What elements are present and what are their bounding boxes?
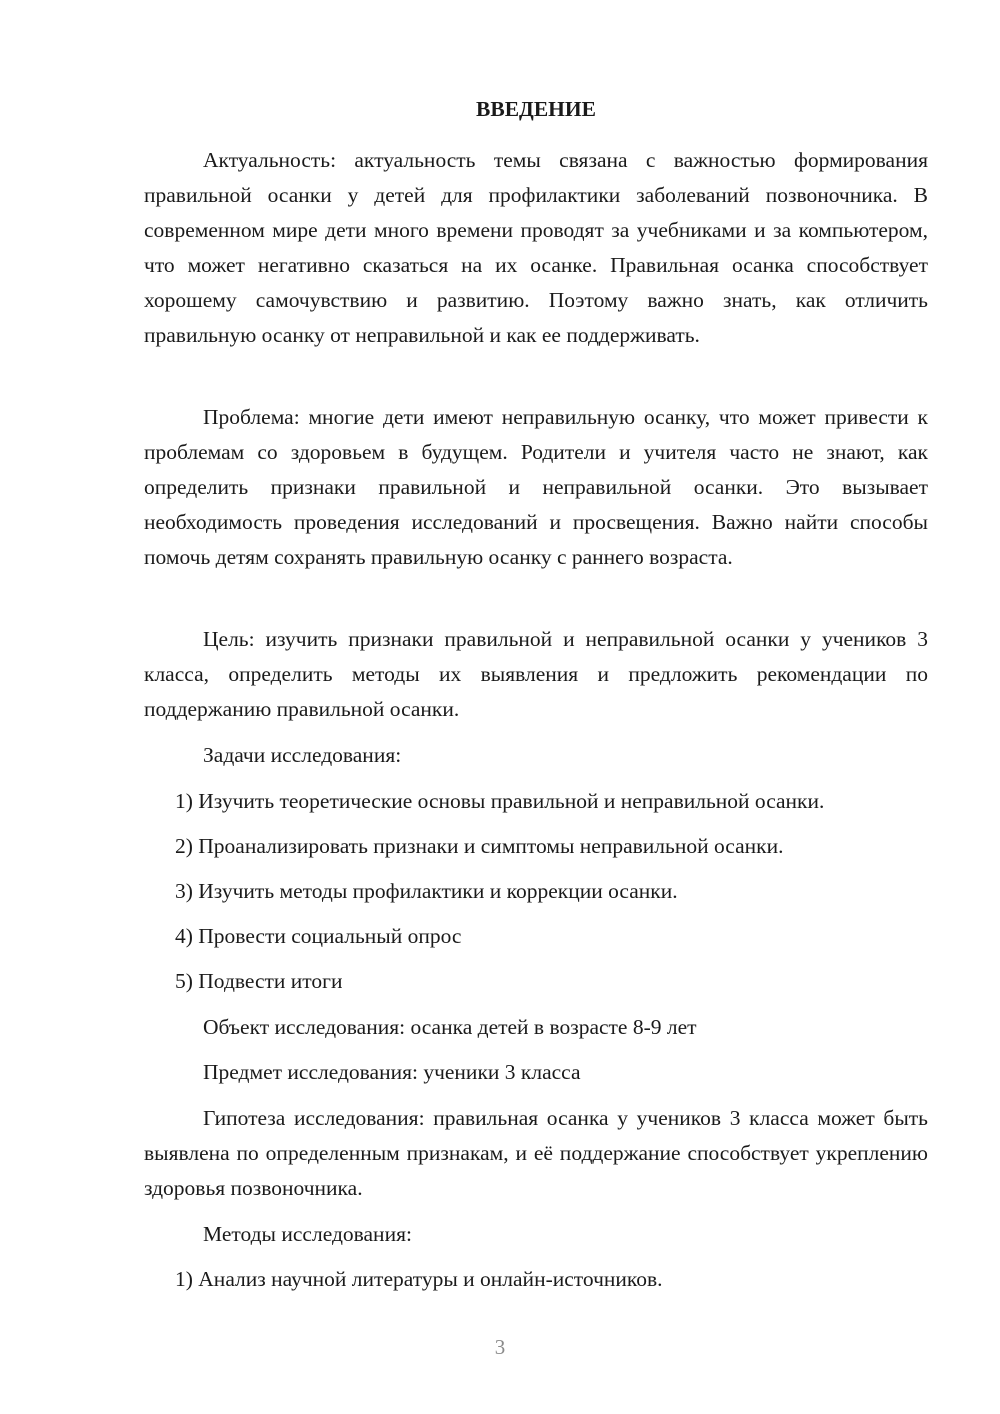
list-item: 4) Провести социальный опрос [175,924,462,948]
list-item: 1) Изучить теоретические основы правильной и неправильной осанки. [175,789,825,813]
paragraph-relevance: Актуальность: актуальность темы связана с важностью формирования правильной осанки у детей для профилактики заболеваний позвоночника. В современном мире дети много времени проводят за учебниками и за компьютером, что может негативно сказаться на их осанке. Правильная осанка способствует хорошему самочувствию и развитию. Поэтому важно знать, как отличить правильную осанку от неправильной и как ее поддерживать. [144,148,928,347]
research-object: Объект исследования: осанка детей в возрасте 8-9 лет [203,1015,697,1039]
list-item: 5) Подвести итоги [175,969,343,993]
research-subject: Предмет исследования: ученики 3 класса [203,1060,581,1084]
paragraph-goal: Цель: изучить признаки правильной и неправильной осанки у учеников 3 класса, определить методы их выявления и предложить рекомендации по поддержанию правильной осанки. [144,627,928,721]
section-title: ВВЕДЕНИЕ [476,97,596,121]
paragraph-hypothesis: Гипотеза исследования: правильная осанка у учеников 3 класса может быть выявлена по определенным признакам, и её поддержание способствует укреплению здоровья позвоночника. [144,1106,928,1200]
paragraph-problem: Проблема: многие дети имеют неправильную осанку, что может привести к проблемам со здоровьем в будущем. Родители и учителя часто не знают, как определить признаки правильной и неправильной осанки. Это вызывает необходимость проведения исследований и просвещения. Важно найти способы помочь детям сохранять правильную осанку с раннего возраста. [144,405,928,569]
list-item: 1) Анализ научной литературы и онлайн-источников. [175,1267,663,1291]
list-item: 3) Изучить методы профилактики и коррекции осанки. [175,879,678,903]
tasks-heading: Задачи исследования: [203,743,402,767]
page-number: 3 [494,1335,506,1359]
list-item: 2) Проанализировать признаки и симптомы неправильной осанки. [175,834,784,858]
methods-heading: Методы исследования: [203,1222,412,1246]
